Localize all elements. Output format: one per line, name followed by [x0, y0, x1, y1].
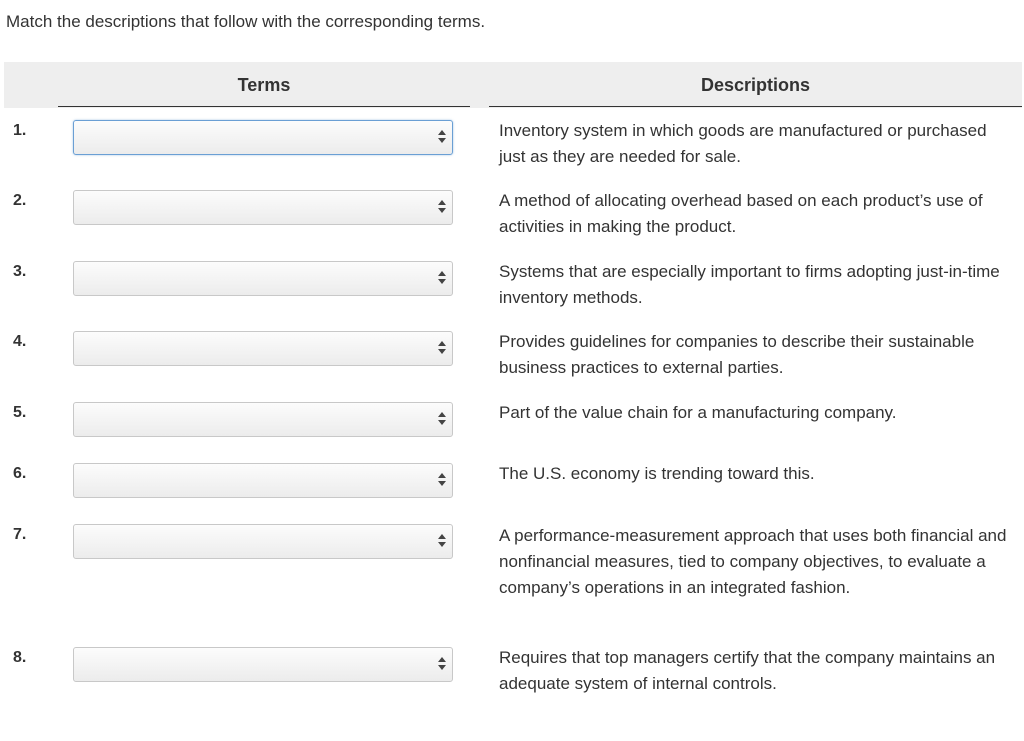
up-down-arrows-icon — [438, 271, 446, 285]
row-number: 8. — [13, 649, 27, 666]
term-select-4[interactable] — [73, 331, 453, 366]
description-6: The U.S. economy is trending toward this. — [499, 464, 815, 483]
description-7: A performance-measurement approach that uses both financial and nonfinancial measures, tied to company objectives, to evaluate a company’s operations in an integrated fashion. — [499, 526, 1007, 597]
description-3: Systems that are especially important to firms adopting just-in-time inventory methods. — [499, 262, 1000, 307]
row-number: 4. — [13, 333, 27, 350]
up-down-arrows-icon — [438, 657, 446, 671]
up-down-arrows-icon — [438, 200, 446, 214]
term-select-7[interactable] — [73, 524, 453, 559]
terms-column-header: Terms — [58, 62, 470, 107]
term-select-2[interactable] — [73, 190, 453, 225]
description-2: A method of allocating overhead based on each product’s use of activities in making the product. — [499, 191, 983, 236]
description-8: Requires that top managers certify that the company maintains an adequate system of internal controls. — [499, 648, 996, 693]
description-5: Part of the value chain for a manufacturing company. — [499, 403, 897, 422]
up-down-arrows-icon — [438, 130, 446, 144]
row-number: 3. — [13, 263, 27, 280]
term-select-5[interactable] — [73, 402, 453, 437]
up-down-arrows-icon — [438, 341, 446, 355]
descriptions-column-header: Descriptions — [489, 62, 1022, 107]
row-number: 6. — [13, 465, 27, 482]
instructions-text: Match the descriptions that follow with the corresponding terms. — [6, 12, 486, 31]
description-1: Inventory system in which goods are manufactured or purchased just as they are needed for sale. — [499, 121, 987, 166]
term-select-6[interactable] — [73, 463, 453, 498]
up-down-arrows-icon — [438, 473, 446, 487]
term-select-3[interactable] — [73, 261, 453, 296]
up-down-arrows-icon — [438, 412, 446, 426]
row-number: 2. — [13, 192, 27, 209]
term-select-8[interactable] — [73, 647, 453, 682]
term-select-1[interactable] — [73, 120, 453, 155]
row-number: 7. — [13, 526, 27, 543]
description-4: Provides guidelines for companies to describe their sustainable business practices to external parties. — [499, 332, 975, 377]
up-down-arrows-icon — [438, 534, 446, 548]
row-number: 1. — [13, 122, 27, 139]
row-number: 5. — [13, 404, 27, 421]
